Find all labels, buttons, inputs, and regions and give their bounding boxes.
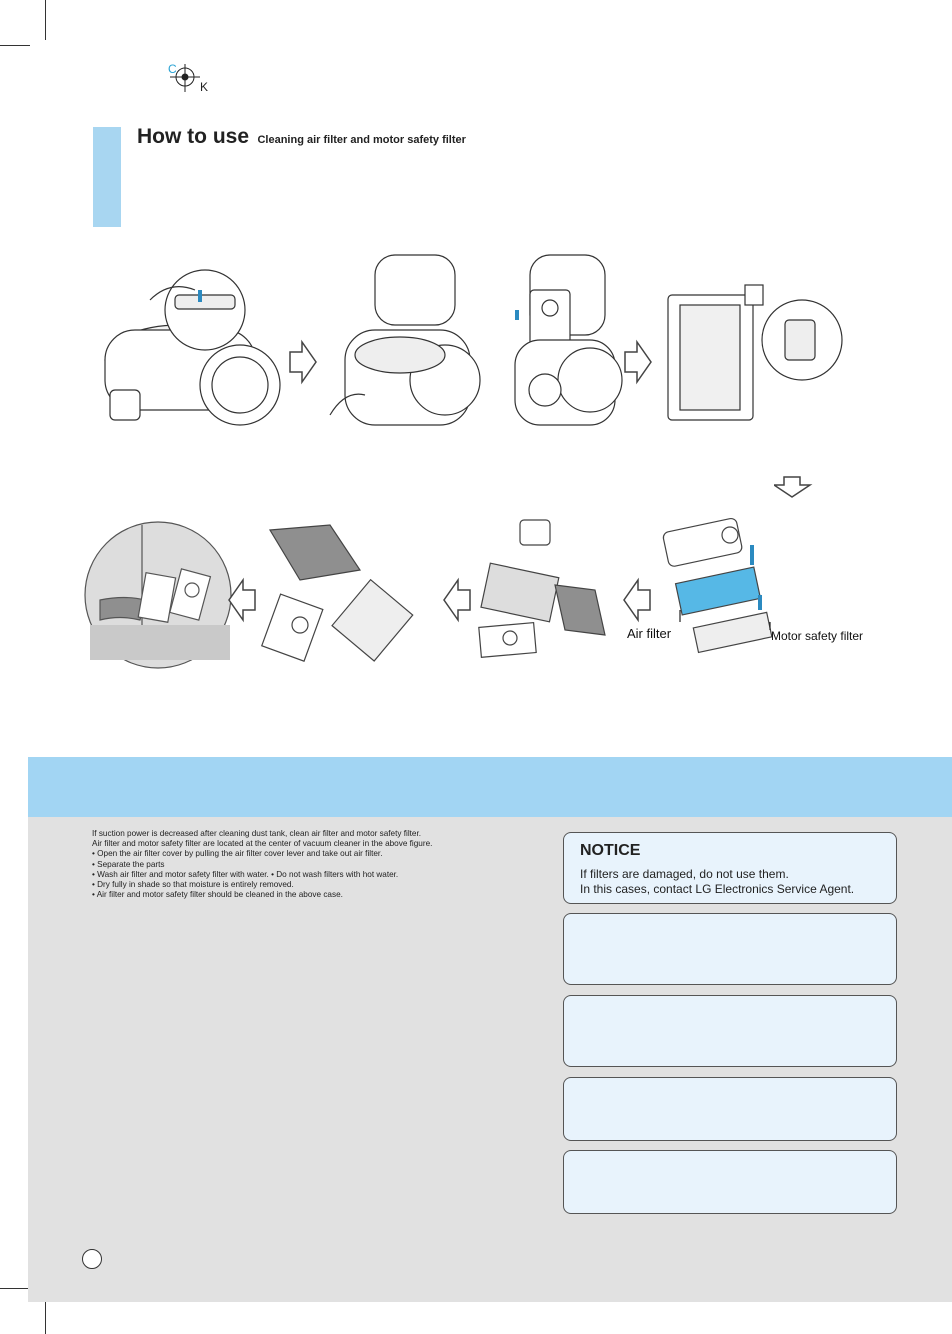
crop-mark [0,45,30,46]
air-filter-label: Air filter [627,626,672,641]
notice-line-2: In this cases, contact LG Electronics Service Agent. [580,882,855,896]
title-subtitle: Cleaning air filter and motor safety filter [257,134,466,146]
vacuum-illustration-1 [105,270,280,425]
empty-box [563,995,897,1067]
notice-line-1: If filters are damaged, do not use them. [580,867,789,881]
empty-box [563,913,897,985]
empty-box [563,1150,897,1214]
registration-c: C [168,62,177,76]
section-color-bar [93,127,121,227]
motor-safety-filter-label: Motor safety filter [771,629,864,643]
registration-mark [160,62,220,102]
arrow-left-icon [624,580,650,620]
instruction-line: • Air filter and motor safety filter should be cleaned in the above case. [92,890,343,900]
separation-illustration [662,517,772,652]
arrow-left-icon [444,580,470,620]
washing-illustration [479,520,605,657]
vacuum-illustration-2 [330,255,480,425]
illustration-row-2 [80,510,880,680]
registration-k: K [200,80,209,94]
instruction-line: If suction power is decreased after cleaning dust tank, clean air filter and motor safety filter. [92,829,422,838]
shaking-illustration [262,525,413,661]
instruction-line: • Open the air filter cover by pulling the air filter cover lever and take out air filter. [92,849,383,859]
instructions-text [92,829,522,900]
section-band [28,757,952,817]
instruction-line: Air filter and motor safety filter are located at the center of vacuum cleaner in the above figure. [92,839,433,849]
crop-mark [45,0,46,40]
empty-box [563,1077,897,1141]
instruction-line: • Separate the parts [92,859,165,869]
vacuum-illustration-3 [515,255,622,425]
crop-mark [0,1288,30,1289]
arrow-left-icon [229,580,255,620]
instruction-line: • Wash air filter and motor safety filter with water. • Do not wash filters with hot water. [92,869,399,879]
arrow-right-icon [625,342,651,382]
notice-box [563,832,897,904]
notice-title: NOTICE [580,842,641,859]
illustration-row-1 [90,240,890,450]
arrow-right-icon [290,342,316,382]
arrow-down-icon [774,475,814,499]
filter-illustration [668,285,842,420]
notice-text [580,867,854,897]
instruction-line: • Dry fully in shade so that moisture is entirely removed. [92,880,294,890]
page-number-circle [82,1249,102,1269]
page-title [137,125,466,149]
drying-illustration [85,522,231,668]
title-main: How to use [137,125,250,148]
